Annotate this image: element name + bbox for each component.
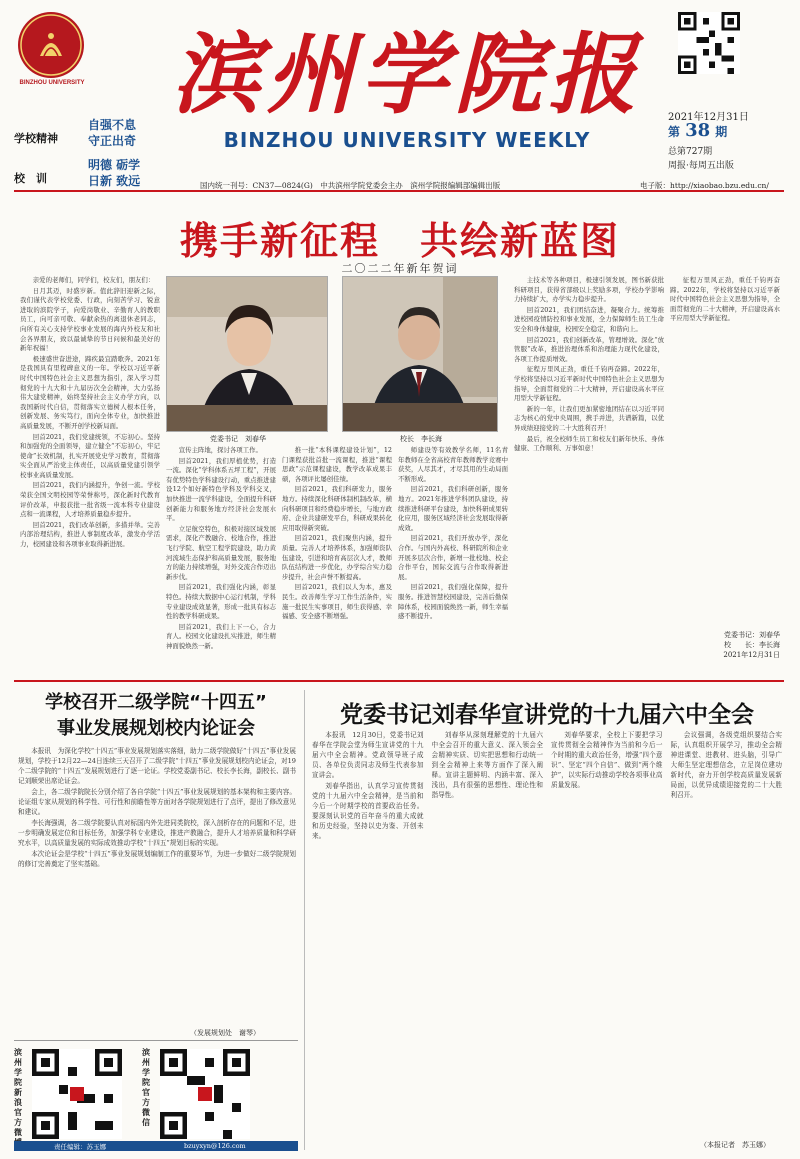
right-article-paragraph: 刘春华指出，认真学习宣传贯彻党的十九届六中全会精神，是当前和今后一个时期学校的首要政治任务。要深刻认识党的百年奋斗的重大成就和历史经验，坚持以史为鉴、开创未来。 bbox=[312, 782, 424, 840]
col3-paragraph: 回首2021，我们科研发力，服务地方。持续深化科研体制机制改革，横向科研项目和经费稳步增长，与地方政府、企业共建研发平台，科研成果转化应用取得新突破。 bbox=[282, 485, 392, 532]
issue-suffix: 期 bbox=[715, 125, 728, 139]
right-article-title: 党委书记刘春华宣讲党的十九届六中全会 bbox=[340, 702, 754, 728]
weekly-note: 周报·每周五出版 bbox=[668, 161, 734, 171]
col5-paragraph: 主技术等各种项目，极速引领发展，图书新获批科研项目，获得省部级以上奖励多项，学校办学影响力持续扩大，办学实力稳步提升。 bbox=[514, 276, 664, 304]
sign-date: 2021年12月31日 bbox=[723, 651, 780, 659]
spirit-line-1: 自强不息 bbox=[88, 118, 137, 132]
col2-paragraph: 回首2021，我们强化内涵，彰显特色。持续大数据中心运行机制，学科专业建设成效显著，形成一批具有标志性的教学科研成果。 bbox=[166, 583, 276, 621]
col1-paragraph: 极速盛世奋进途，蹄疾最宜踏歌奔。2021年是我国具有里程碑意义的一年。学校以习近平新时代中国特色社会主义思想为指引，深入学习贯彻党的十九大和十九届历次全会精神，大力弘扬伟大建党精神，始终坚持社会主义办学方向，以我国新时代自信，贯彻落实立德树人根本任务，创新发展、务实笃行，面向全体专业，加快推进高质量发展，不断开创学校新局面。 bbox=[20, 354, 160, 430]
col3-paragraph: 回首2021，我们以人为本，惠及民生。改善师生学习工作生活条件，实施一批民生实事项目，师生获得感、幸福感、安全感不断增强。 bbox=[282, 583, 392, 621]
portrait-woman-icon bbox=[167, 277, 328, 432]
col1-paragraph: 日月其迈，时盛岁新。值此辞旧迎新之际，我们谨代表学校党委、行政，向刻苦学习、锐意进取的滨院学子，向爱岗敬业、辛勤育人的教职员工，向可亲可敬、奉献余热的离退休老同志，向所有关心支持学校事业发展的海内外校友和社会各界朋友，致以最诚挚的节日问候和最美好的新年祝福！ bbox=[20, 286, 160, 353]
left-article-paragraph: 李长海强调，各二级学院要认真对标国内外先进同类院校，深入剖析存在的问题和不足，进一步明确发展定位和目标任务，加强学科专业建设，推进产教融合，提升人才培养质量和科学研究水平，以高质量发展的实际成效推动学校“十四五”规划目标的实现。 bbox=[18, 819, 296, 847]
motto-line-2: 日新 致远 bbox=[88, 174, 141, 188]
feature-column-4 bbox=[398, 446, 508, 674]
left-article-title-line-1: 学校召开二级学院“十四五” bbox=[45, 692, 267, 713]
feature-headline: 携手新征程 共绘新蓝图 bbox=[179, 219, 620, 263]
right-article-column bbox=[432, 730, 544, 1150]
feature-column-5 bbox=[514, 276, 664, 626]
logo-text: BINZHOU UNIVERSITY bbox=[19, 80, 85, 86]
feature-column-1 bbox=[20, 276, 160, 674]
left-article-paragraph: 本报讯 为深化学校“十四五”事业发展规划落实落细，助力二级学院做好“十四五”事业发展规划，学校于12月22—24日连续三天召开了二级学院“十四五”事业发展规划校内论证会，对19个二级学院的“十四五”发展规划进行了逐一论证。学校党委副书记、校长李长海，副校长、副书记刘顺荣出席论证会。 bbox=[18, 747, 296, 785]
portrait-man-icon bbox=[343, 277, 498, 432]
feature-column-6 bbox=[670, 276, 780, 626]
left-article-byline: （发展规划处 谢琴） bbox=[190, 1029, 260, 1037]
editor-name: 责任编辑：苏玉娜 bbox=[54, 1143, 106, 1151]
issue-number bbox=[668, 120, 727, 141]
col2-paragraph: 宣传主阵地，探讨各项工作。 bbox=[178, 446, 262, 454]
wechat-qr-code[interactable] bbox=[160, 1049, 250, 1139]
motto-line-1: 明德 砺学 bbox=[88, 158, 141, 172]
wechat-label: 滨州学院官方微信 bbox=[142, 1047, 150, 1127]
issue-date: 2021年12月31日 bbox=[668, 112, 749, 123]
school-spirit-values bbox=[88, 117, 136, 149]
publisher-info: 国内统一刊号：CN37—0824(G) 中共滨州学院党委会主办 滨州学院报编辑部编辑出版 bbox=[200, 181, 501, 190]
weibo-qr-code[interactable] bbox=[32, 1049, 122, 1139]
article-separator bbox=[304, 690, 305, 1150]
editor-bar bbox=[14, 1141, 298, 1151]
left-article-body bbox=[18, 746, 296, 1028]
right-article-paragraph: 会议强调，各级党组织要结合实际，认真组织开展学习，推动全会精神进课堂、进教材、进头脑，引导广大师生坚定理想信念，立足岗位建功新时代，奋力开创学校高质量发展新局面，以优异成绩迎接党的二十大胜利召开。 bbox=[670, 731, 782, 799]
masthead-right bbox=[668, 12, 780, 180]
signature-block bbox=[668, 630, 780, 660]
photo1-caption: 党委书记 刘春华 bbox=[210, 435, 266, 443]
col2-paragraph: 回首2021，我们厚植优势，打造一流。深化“学科体系五坪工程”，开展有优势特色学科建设行动，重点推进建设12个如好新特色学科及学科交叉，加快推进一流学科建设，全面提升科研创新能力和服务地方经济社会发展水平。 bbox=[166, 456, 276, 523]
right-article-paragraph: 刘春华要求，全校上下要把学习宣传贯彻全会精神作为当前和今后一个时期的重大政治任务，增强“四个意识”、坚定“四个自信”、做到“两个维护”，以实际行动推动学校各项事业高质量发展。 bbox=[551, 731, 663, 789]
col3-paragraph: 回首2021，我们聚焦内涵，提升质量。完善人才培养体系，加强师资队伍建设，引进和培育高层次人才，教师队伍结构进一步优化，办学综合实力稳步提升，社会声誉不断提高。 bbox=[282, 534, 392, 581]
col4-paragraph: 师建设等有效教学名师，11名青年教师在全省高校青年教师教学竞赛中获奖，人尽其才，才尽其用的生动局面不断形成。 bbox=[398, 446, 508, 483]
left-article-paragraph: 本次论证会是学校“十四五”事业发展规划编制工作的重要环节，为进一步做好二级学院规划的修订完善奠定了坚实基础。 bbox=[18, 850, 296, 868]
col5-paragraph: 最后，祝全校师生员工和校友们新年快乐、身体健康、工作顺利、万事如意！ bbox=[514, 434, 664, 453]
col4-paragraph: 回首2021，我们科研创新，服务地方。2021年推进学科团队建设，持续推进科研平台建设，加快科研成果转化应用，服务区域经济社会发展取得新成效。 bbox=[398, 485, 508, 532]
photo-party-secretary bbox=[166, 276, 328, 432]
right-article-paragraph: 刘春华从深刻理解党的十九届六中全会召开的重大意义、深入领会全会精神实质、切实把思想和行动统一到全会精神上来等方面作了深入阐释。宣讲主题鲜明、内涵丰富、深入浅出，具有很强的思想性、理论性和指导性。 bbox=[431, 731, 543, 799]
col4-paragraph: 回首2021，我们开放办学，深化合作。与国内外高校、科研院所和企业开展多层次合作，新增一批校地、校企合作平台，国际交流与合作取得新进展。 bbox=[398, 534, 508, 581]
col5-paragraph: 新的一年，让我们更加紧密地团结在以习近平同志为核心的党中央周围，携手并进，共谱新篇，以优异成绩迎接党的二十大胜利召开！ bbox=[514, 404, 664, 432]
photo-president bbox=[342, 276, 498, 432]
sign-name-1: 刘春华 bbox=[759, 631, 780, 639]
masthead-center bbox=[172, 20, 642, 150]
feature-subhead: 二〇二二年新年贺词 bbox=[341, 262, 459, 275]
sign-name-2: 李长海 bbox=[759, 641, 780, 649]
col5-paragraph: 征程万里风正劲，重任千钧再奋蹄。2022年，学校将坚持以习近平新时代中国特色社会主义思想为指导，全面贯彻党的二十大精神，开启建设高水平应用型大学新征程。 bbox=[514, 365, 664, 403]
university-logo bbox=[18, 12, 84, 78]
col2-paragraph: 回首2021，我们上下一心，合力育人。校园文化建设扎实推进，师生精神面貌焕然一新。 bbox=[166, 622, 276, 650]
left-article-paragraph: 会上，各二级学院院长分别介绍了各自学院“十四五”事业发展规划的基本架构和主要内容。论证组专家从规划的科学性、可行性和前瞻性等方面对各学院规划进行了点评，提出了修改意见和建议。 bbox=[18, 788, 296, 816]
newspaper-title-en: BINZHOU UNIVERSITY WEEKLY bbox=[223, 128, 591, 152]
feature-column-3 bbox=[282, 446, 392, 674]
qr-code-icon bbox=[678, 12, 740, 74]
left-article-title-line-2: 事业发展规划校内论证会 bbox=[57, 718, 255, 739]
spirit-line-2: 守正出奇 bbox=[88, 134, 137, 148]
website-link[interactable]: 电子版：http://xiaobao.bzu.edu.cn/ bbox=[640, 181, 769, 190]
school-motto-label: 校 训 bbox=[14, 172, 47, 185]
school-motto-values bbox=[88, 157, 140, 189]
col2-paragraph: 立足航空特色，积极对接区域发展需求，深化产教融合、校地合作，推进飞行学院、航空工程学院建设，助力黄河流域生态保护和高质量发展，服务地方的能力持续增强，对外交流合作迈出新步伐。 bbox=[166, 524, 276, 581]
newspaper-title: 滨州学院报 bbox=[172, 22, 643, 126]
right-article-column bbox=[551, 730, 663, 1150]
sign-label-2: 校 长： bbox=[724, 641, 759, 649]
issue-prefix: 第 bbox=[668, 125, 681, 139]
sign-label-1: 党委书记： bbox=[724, 631, 759, 639]
feature-divider bbox=[14, 680, 784, 682]
photo2-caption: 校长 李长海 bbox=[400, 435, 442, 443]
logo-emblem-icon bbox=[18, 12, 84, 78]
masthead-left bbox=[14, 12, 98, 185]
wechat-qr-icon bbox=[160, 1049, 250, 1139]
col4-paragraph: 回首2021，我们强化保障，提升服务。推进智慧校园建设，完善后勤保障体系，校园面貌焕然一新，师生幸福感不断提升。 bbox=[398, 583, 508, 621]
col5-paragraph: 回首2021，我们创新改革，管理增效。深化“放管服”改革，推进治理体系和治理能力现代化建设，各项工作提质增效。 bbox=[514, 335, 664, 363]
school-spirit-label: 学校精神 bbox=[14, 132, 58, 145]
qr-footer bbox=[14, 1040, 298, 1151]
right-article-paragraph: 本报讯 12月30日，党委书记刘春华在学院会堂为师生宣讲党的十九届六中全会精神。党政领导班子成员、各单位负责同志及师生代表参加宣讲会。 bbox=[312, 731, 424, 779]
weibo-qr-icon bbox=[32, 1049, 122, 1139]
right-article-column bbox=[312, 730, 424, 1150]
col3-paragraph: 推一批“本科课程建设计划”，12门课程获批首批一流课程，推进“课程思政”示范课程建设，教学改革成果丰硕，各项评比屡创佳绩。 bbox=[282, 446, 392, 483]
col5-paragraph: 回首2021，我们团结奋进，凝聚合力。统筹推进校园疫情防控和事业发展，全力保障师生员工生命安全和身体健康，校园安全稳定，和谐向上。 bbox=[514, 305, 664, 333]
col1-paragraph: 回首2021，我们改革创新，多措并举。完善内部治理结构，推进人事制度改革，激发办学活力，校园建设和各项事业取得新进展。 bbox=[20, 520, 160, 549]
total-issue: 总第727期 bbox=[668, 147, 713, 157]
col1-paragraph: 回首2021，我们内涵提升，争创一流。学校荣获全国文明校园等荣誉称号，深化新时代教育评价改革，申报获批一批省级一流本科专业建设点和一流课程，人才培养质量稳步提升。 bbox=[20, 481, 160, 519]
editor-email[interactable]: bzuyxyn@126.com bbox=[184, 1142, 246, 1150]
qr-code[interactable] bbox=[678, 12, 740, 74]
right-article-column bbox=[671, 730, 783, 1150]
left-article bbox=[14, 690, 298, 742]
col6-paragraph: 征程万里风正劲，重任千钧再奋蹄。2022年，学校将坚持以习近平新时代中国特色社会主义思想为指导，全面贯彻党的二十大精神，开启建设高水平应用型大学新征程。 bbox=[670, 276, 780, 323]
right-article-byline: （本报记者 苏玉娜） bbox=[700, 1141, 770, 1149]
col1-paragraph: 亲爱的老师们，同学们，校友们，朋友们： bbox=[32, 276, 155, 284]
right-article-body bbox=[312, 730, 782, 1150]
col1-paragraph: 回首2021，我们党建统领，不忘初心。坚持和加强党的全面领导，建立健全“不忘初心，牢记使命”长效机制，扎实开展党史学习教育，贯彻落实全面从严治党主体责任，以高质量党建引领学校事业高质量发展。 bbox=[20, 432, 160, 479]
feature-column-2 bbox=[166, 446, 276, 674]
weibo-label: 滨州学院新浪官方微 bbox=[14, 1047, 22, 1137]
issue-no: 38 bbox=[685, 120, 711, 141]
